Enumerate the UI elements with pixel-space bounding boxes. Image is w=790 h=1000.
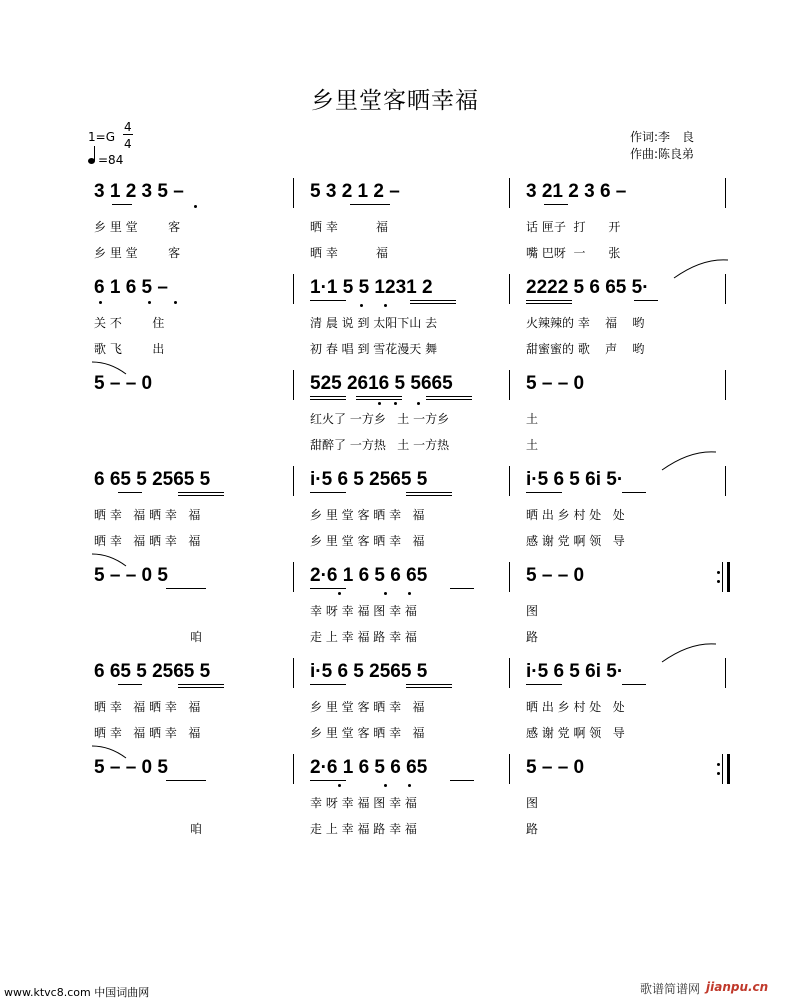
underline-beam bbox=[526, 492, 562, 493]
octave-dot bbox=[384, 304, 387, 307]
underline-beam bbox=[350, 204, 390, 205]
octave-dot bbox=[148, 301, 151, 304]
underline-beam bbox=[178, 684, 224, 685]
barline bbox=[509, 370, 510, 400]
barline bbox=[293, 562, 294, 592]
system-6-lyric-2-m1: 晒 幸 福 晒 幸 福 bbox=[94, 726, 201, 740]
barline bbox=[509, 562, 510, 592]
underline-beam bbox=[310, 399, 346, 400]
system-5-measure-1-notes: 5 – – 0 5 bbox=[94, 565, 168, 586]
system-5-lyric-2-m3: 路 bbox=[526, 630, 539, 644]
system-7-measure-3-notes: 5 – – 0 bbox=[526, 757, 585, 778]
underline-beam bbox=[450, 588, 474, 589]
system-6-measure-2-notes: i·5 6 5 2565 5 bbox=[310, 661, 428, 682]
underline-beam bbox=[406, 687, 452, 688]
underline-beam bbox=[410, 303, 456, 304]
underline-beam bbox=[178, 492, 224, 493]
underline-beam bbox=[426, 399, 472, 400]
system-3-lyric-2-m3: 土 bbox=[526, 438, 539, 452]
system-7-lyric-2-m2: 走 上 幸 福 路 幸 福 bbox=[310, 822, 417, 836]
system-3-lyric-1-m2: 红火了 一方乡 土 一方乡 bbox=[310, 412, 450, 426]
underline-beam bbox=[310, 780, 346, 781]
octave-dot bbox=[408, 592, 411, 595]
underline-beam bbox=[406, 492, 452, 493]
system-4-lyric-2-m1: 晒 幸 福 晒 幸 福 bbox=[94, 534, 201, 548]
underline-beam bbox=[118, 684, 142, 685]
repeat-barline-thick bbox=[727, 562, 730, 592]
slur-tie bbox=[660, 642, 720, 666]
system-4-lyric-2-m2: 乡 里 堂 客 晒 幸 福 bbox=[310, 534, 425, 548]
system-4-measure-1-notes: 6 65 5 2565 5 bbox=[94, 469, 211, 490]
underline-beam bbox=[356, 396, 402, 397]
system-5-lyric-2-m2: 走 上 幸 福 路 幸 福 bbox=[310, 630, 417, 644]
repeat-barline-thin bbox=[722, 562, 723, 592]
underline-beam bbox=[310, 300, 346, 301]
barline bbox=[509, 178, 510, 208]
underline-beam bbox=[310, 684, 346, 685]
octave-dot bbox=[394, 402, 397, 405]
system-2-measure-2-notes: 1·1 5 5 1231 2 bbox=[310, 277, 433, 298]
system-5-lyric-2-m1: 咱 bbox=[190, 630, 203, 644]
octave-dot bbox=[408, 784, 411, 787]
system-4-lyric-1-m2: 乡 里 堂 客 晒 幸 福 bbox=[310, 508, 425, 522]
system-7-lyric-2-m3: 路 bbox=[526, 822, 539, 836]
octave-dot bbox=[384, 784, 387, 787]
octave-dot bbox=[338, 592, 341, 595]
lyricist-credit: 作词:李 良 bbox=[630, 130, 695, 144]
composer-credit: 作曲:陈良弟 bbox=[630, 147, 695, 161]
barline bbox=[293, 658, 294, 688]
system-2-lyric-1-m2: 清 晨 说 到 太阳下山 去 bbox=[310, 316, 438, 330]
system-4-measure-3-notes: i·5 6 5 6i 5· bbox=[526, 469, 624, 490]
underline-beam bbox=[526, 300, 572, 301]
system-2-measure-1-notes: 6 1 6 5 – bbox=[94, 277, 168, 298]
system-5-measure-2-notes: 2·6 1 6 5 6 65 bbox=[310, 565, 428, 586]
underline-beam bbox=[112, 204, 132, 205]
barline bbox=[293, 274, 294, 304]
underline-beam bbox=[310, 588, 346, 589]
barline bbox=[509, 754, 510, 784]
octave-dot bbox=[99, 301, 102, 304]
system-1-lyric-1-m1: 乡 里 堂 客 bbox=[94, 220, 181, 234]
system-7-lyric-1-m3: 图 bbox=[526, 796, 539, 810]
page-title: 乡里堂客晒幸福 bbox=[311, 88, 479, 114]
octave-dot bbox=[194, 205, 197, 208]
repeat-dot bbox=[717, 571, 720, 574]
octave-dot bbox=[338, 784, 341, 787]
system-7-lyric-1-m2: 幸 呀 幸 福 图 幸 福 bbox=[310, 796, 417, 810]
system-5-lyric-1-m3: 图 bbox=[526, 604, 539, 618]
footer-site-name: 歌谱简谱网 bbox=[640, 982, 701, 996]
underline-beam bbox=[178, 687, 224, 688]
underline-beam bbox=[166, 588, 206, 589]
system-2-measure-3-notes: 2222 5 6 65 5· bbox=[526, 277, 649, 298]
system-6-measure-3-notes: i·5 6 5 6i 5· bbox=[526, 661, 624, 682]
underline-beam bbox=[622, 684, 646, 685]
time-signature-line bbox=[123, 134, 133, 135]
octave-dot bbox=[360, 304, 363, 307]
system-2-lyric-2-m2: 初 春 唱 到 雪花漫天 舞 bbox=[310, 342, 438, 356]
system-4-lyric-2-m3: 感 谢 党 啊 领 导 bbox=[526, 534, 625, 548]
final-barline-thick bbox=[727, 754, 730, 784]
repeat-dot bbox=[717, 763, 720, 766]
quarter-note-stem bbox=[94, 146, 95, 161]
system-4-lyric-1-m1: 晒 幸 福 晒 幸 福 bbox=[94, 508, 201, 522]
barline bbox=[725, 466, 726, 496]
underline-beam bbox=[118, 492, 142, 493]
system-3-measure-2-notes: 525 2616 5 5665 bbox=[310, 373, 453, 394]
underline-beam bbox=[166, 780, 206, 781]
system-7-measure-1-notes: 5 – – 0 5 bbox=[94, 757, 168, 778]
barline bbox=[293, 178, 294, 208]
system-1-measure-1-notes: 3 1 2 3 5 – bbox=[94, 181, 184, 202]
underline-beam bbox=[178, 495, 224, 496]
octave-dot bbox=[417, 402, 420, 405]
barline bbox=[509, 274, 510, 304]
system-7-measure-2-notes: 2·6 1 6 5 6 65 bbox=[310, 757, 428, 778]
system-1-lyric-1-m2: 晒 幸 福 bbox=[310, 220, 388, 234]
system-6-measure-1-notes: 6 65 5 2565 5 bbox=[94, 661, 211, 682]
system-6-lyric-2-m2: 乡 里 堂 客 晒 幸 福 bbox=[310, 726, 425, 740]
system-7-lyric-2-m1: 咱 bbox=[190, 822, 203, 836]
barline bbox=[509, 658, 510, 688]
system-3-lyric-1-m3: 土 bbox=[526, 412, 539, 426]
footer-source-credit: www.ktvc8.com 中国词曲网 bbox=[4, 986, 150, 999]
system-1-lyric-2-m1: 乡 里 堂 客 bbox=[94, 246, 181, 260]
barline bbox=[725, 178, 726, 208]
slur-tie bbox=[660, 450, 720, 474]
barline bbox=[725, 658, 726, 688]
system-1-lyric-1-m3: 话 匣子 打 开 bbox=[526, 220, 621, 234]
underline-beam bbox=[450, 780, 474, 781]
slur-tie bbox=[672, 258, 732, 282]
underline-beam bbox=[426, 396, 472, 397]
barline bbox=[293, 370, 294, 400]
system-3-measure-1-notes: 5 – – 0 bbox=[94, 373, 153, 394]
barline bbox=[293, 466, 294, 496]
system-1-measure-2-notes: 5 3 2 1 2 – bbox=[310, 181, 400, 202]
repeat-dot bbox=[717, 580, 720, 583]
system-3-measure-3-notes: 5 – – 0 bbox=[526, 373, 585, 394]
underline-beam bbox=[526, 303, 572, 304]
underline-beam bbox=[622, 492, 646, 493]
underline-beam bbox=[310, 492, 346, 493]
system-4-measure-2-notes: i·5 6 5 2565 5 bbox=[310, 469, 428, 490]
system-5-lyric-1-m2: 幸 呀 幸 福 图 幸 福 bbox=[310, 604, 417, 618]
system-1-lyric-2-m2: 晒 幸 福 bbox=[310, 246, 388, 260]
underline-beam bbox=[544, 204, 568, 205]
key-signature: 1=G bbox=[88, 130, 115, 144]
octave-dot bbox=[378, 402, 381, 405]
final-barline-thin bbox=[722, 754, 723, 784]
system-6-lyric-2-m3: 感 谢 党 啊 领 导 bbox=[526, 726, 625, 740]
octave-dot bbox=[384, 592, 387, 595]
footer-site-url: jianpu.cn bbox=[706, 980, 769, 994]
system-4-lyric-1-m3: 晒 出 乡 村 处 处 bbox=[526, 508, 625, 522]
time-signature-top: 4 bbox=[124, 120, 132, 134]
system-2-lyric-1-m1: 关 不 住 bbox=[94, 316, 165, 330]
octave-dot bbox=[174, 301, 177, 304]
system-6-lyric-1-m2: 乡 里 堂 客 晒 幸 福 bbox=[310, 700, 425, 714]
underline-beam bbox=[310, 396, 346, 397]
barline bbox=[725, 370, 726, 400]
system-3-lyric-2-m2: 甜醉了 一方热 土 一方热 bbox=[310, 438, 450, 452]
underline-beam bbox=[356, 399, 402, 400]
underline-beam bbox=[410, 300, 456, 301]
underline-beam bbox=[634, 300, 658, 301]
tempo-marking: =84 bbox=[98, 153, 124, 167]
underline-beam bbox=[526, 684, 562, 685]
system-1-lyric-2-m3: 嘴 巴呀 一 张 bbox=[526, 246, 621, 260]
barline bbox=[509, 466, 510, 496]
underline-beam bbox=[406, 495, 452, 496]
system-1-measure-3-notes: 3 21 2 3 6 – bbox=[526, 181, 627, 202]
barline bbox=[293, 754, 294, 784]
system-5-measure-3-notes: 5 – – 0 bbox=[526, 565, 585, 586]
system-2-lyric-1-m3: 火辣辣的 幸 福 哟 bbox=[526, 316, 645, 330]
time-signature-bottom: 4 bbox=[124, 137, 132, 151]
system-6-lyric-1-m3: 晒 出 乡 村 处 处 bbox=[526, 700, 625, 714]
system-2-lyric-2-m1: 歌 飞 出 bbox=[94, 342, 165, 356]
system-2-lyric-2-m3: 甜蜜蜜的 歌 声 哟 bbox=[526, 342, 645, 356]
underline-beam bbox=[406, 684, 452, 685]
system-6-lyric-1-m1: 晒 幸 福 晒 幸 福 bbox=[94, 700, 201, 714]
repeat-dot bbox=[717, 772, 720, 775]
